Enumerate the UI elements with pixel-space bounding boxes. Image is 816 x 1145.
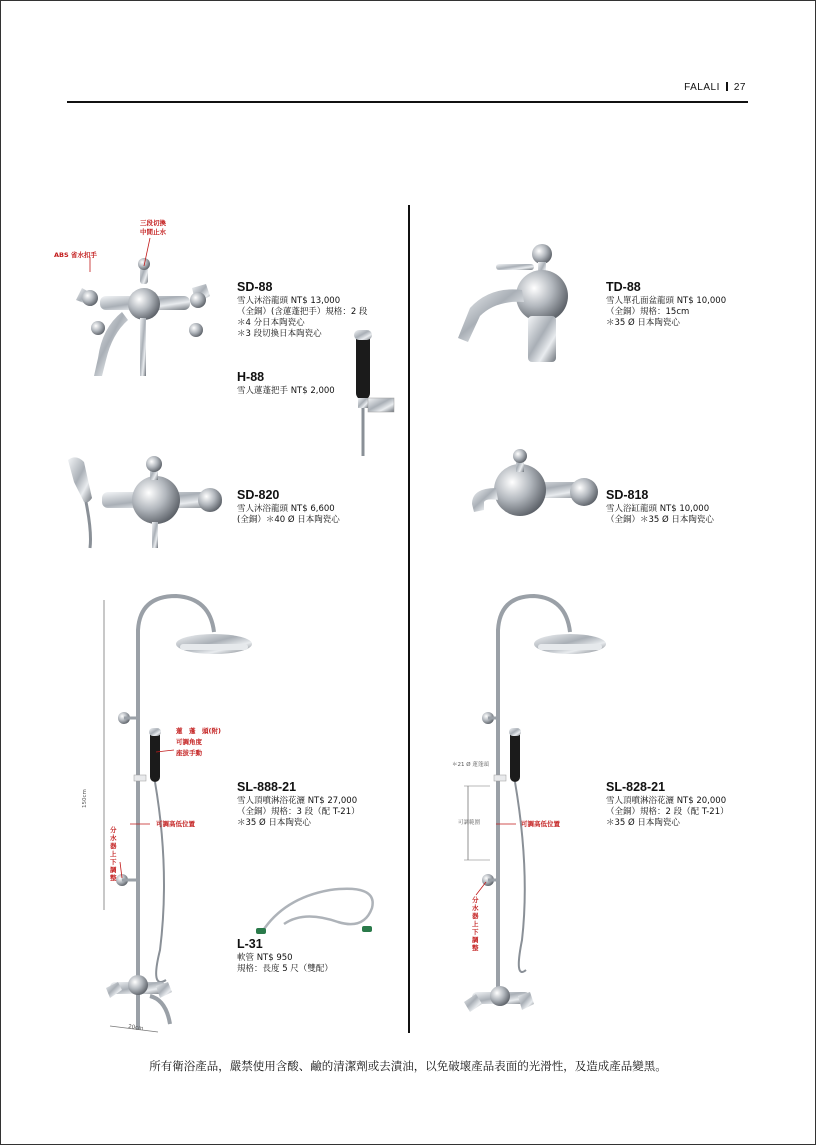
product-sl82821 <box>606 780 729 829</box>
product-line: 雪人單孔面盆龍頭 NT$ 10,000 <box>606 296 727 306</box>
product-line: (全銅）＊40 Ø 日本陶瓷心 <box>237 515 340 525</box>
product-line: （全銅）(含蓮蓬把手）規格：2 段 <box>237 307 368 317</box>
note-handset-line3: 座拔手動 <box>176 749 202 757</box>
note-height-right: 可調高低位置 <box>521 820 560 828</box>
product-code: SD-818 <box>606 488 649 502</box>
product-sl88821 <box>237 780 360 829</box>
product-sd818 <box>606 488 714 526</box>
brand-name: FALALI <box>684 82 720 93</box>
product-line: ＊35 Ø 日本陶瓷心 <box>237 818 311 828</box>
dimension-range: 可調範圍 <box>458 820 481 826</box>
note-vertical-right: 分水器上下調整 <box>472 896 479 952</box>
product-line: （全銅）＊35 Ø 日本陶瓷心 <box>606 515 714 525</box>
product-line: 雪人浴缸龍頭 NT$ 10,000 <box>606 504 710 514</box>
product-sd820 <box>237 488 340 526</box>
product-td88 <box>606 280 726 329</box>
page-number: 27 <box>733 82 746 93</box>
product-line: 規格：長度 5 尺（雙配） <box>237 964 333 974</box>
product-line: ＊4 分日本陶瓷心 <box>237 318 305 328</box>
product-line: 雪人蓮蓬把手 NT$ 2,000 <box>237 386 335 396</box>
product-line: ＊35 Ø 日本陶瓷心 <box>606 818 680 828</box>
product-line: ＊3 段切換日本陶瓷心 <box>237 329 322 339</box>
product-line: 軟管 NT$ 950 <box>237 953 293 963</box>
dimension-handle: ＊21 Ø 蓮蓬頭 <box>452 762 489 768</box>
note-handset-line2: 可調角度 <box>176 738 202 746</box>
product-line: 雪人沐浴龍頭 NT$ 6,600 <box>237 504 335 514</box>
note-handset-line1: 蓮 蓬 頭(附) <box>176 727 221 735</box>
product-line: 雪人頂噴淋浴花灑 NT$ 20,000 <box>606 796 727 806</box>
product-line: （全銅）規格：15cm <box>606 307 690 317</box>
note-switch-line2: 中間止水 <box>140 228 166 236</box>
product-sd88 <box>237 280 367 340</box>
product-line: （全銅）規格：3 段（配 T-21） <box>237 807 360 817</box>
product-code: SD-820 <box>237 488 280 502</box>
product-code: TD-88 <box>606 280 641 294</box>
product-code: L-31 <box>237 937 263 951</box>
note-abs-handle: ABS 省水扣手 <box>54 251 97 259</box>
note-height-left: 可調高低位置 <box>156 820 195 828</box>
dimension-height: 150cm <box>82 789 88 808</box>
product-code: SL-828-21 <box>606 780 666 794</box>
product-code: SL-888-21 <box>237 780 297 794</box>
note-switch-line1: 三段切換 <box>140 219 166 227</box>
product-code: SD-88 <box>237 280 273 294</box>
dimension-width: 20cm <box>127 1023 144 1033</box>
footer-notice: 所有衛浴產品，嚴禁使用含酸、鹼的清潔劑或去漬油，以免破壞產品表面的光滑性，及造成產品變黑。 <box>149 1059 667 1073</box>
product-line: 雪人沐浴龍頭 NT$ 13,000 <box>237 296 341 306</box>
product-code: H-88 <box>237 370 265 384</box>
product-h88 <box>237 370 335 397</box>
product-line: （全銅）規格：2 段（配 T-21） <box>606 807 729 817</box>
product-line: ＊35 Ø 日本陶瓷心 <box>606 318 680 328</box>
product-line: 雪人頂噴淋浴花灑 NT$ 27,000 <box>237 796 358 806</box>
product-l31 <box>237 937 333 975</box>
note-vertical-left: 分水器上下調整 <box>110 826 117 882</box>
